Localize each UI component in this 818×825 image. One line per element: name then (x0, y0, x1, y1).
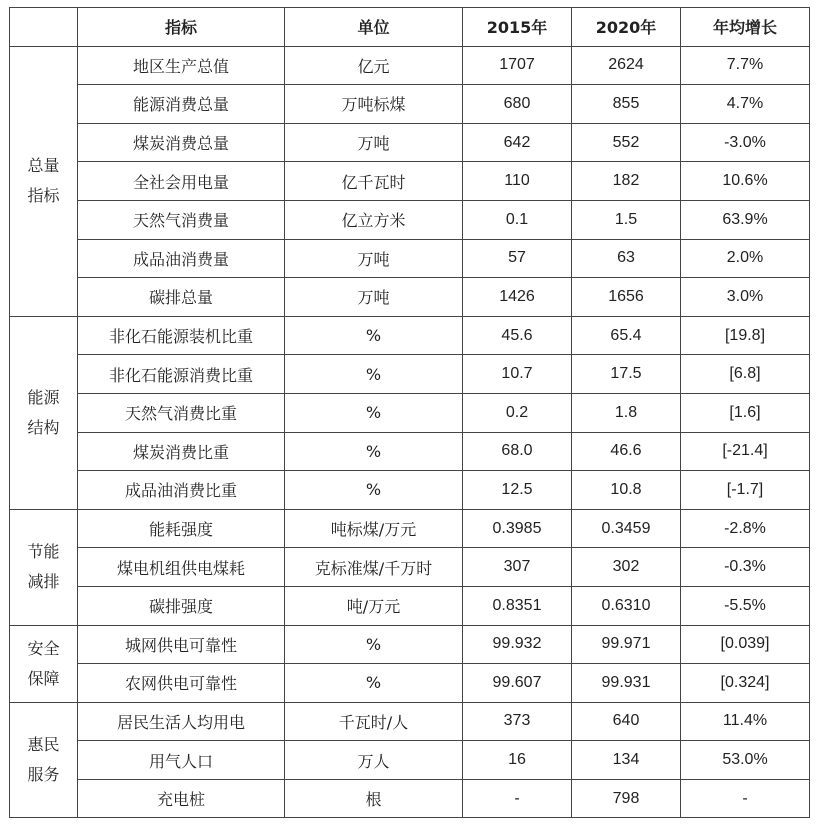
indicator-cell: 城网供电可靠性 (78, 625, 285, 664)
table-row (10, 664, 810, 703)
unit-cell: 千瓦时/人 (285, 702, 463, 741)
value-2015-cell: 0.3985 (463, 509, 572, 548)
value-2015-cell: 0.8351 (463, 586, 572, 625)
indicator-cell: 农网供电可靠性 (78, 664, 285, 703)
value-2020-cell: 134 (572, 741, 681, 780)
growth-cell: 2.0% (681, 239, 810, 278)
growth-cell: -0.3% (681, 548, 810, 587)
unit-cell: % (285, 316, 463, 355)
growth-cell: 4.7% (681, 85, 810, 124)
indicator-cell: 天然气消费比重 (78, 393, 285, 432)
indicator-cell: 充电桩 (78, 779, 285, 818)
indicator-cell: 地区生产总值 (78, 46, 285, 85)
indicator-cell: 碳排总量 (78, 278, 285, 317)
value-2020-cell: 0.6310 (572, 586, 681, 625)
table-row (10, 316, 810, 355)
header-row (10, 8, 810, 47)
header-2015: 2015年 (463, 8, 572, 47)
value-2020-cell: 99.931 (572, 664, 681, 703)
table-row (10, 278, 810, 317)
value-2020-cell: 1.5 (572, 200, 681, 239)
value-2020-cell: 0.3459 (572, 509, 681, 548)
table-row (10, 162, 810, 201)
indicator-cell: 天然气消费量 (78, 200, 285, 239)
value-2015-cell: 110 (463, 162, 572, 201)
value-2015-cell: 0.2 (463, 393, 572, 432)
group-label-public-service: 惠民 服务 (10, 702, 78, 818)
value-2020-cell: 1.8 (572, 393, 681, 432)
table-row (10, 46, 810, 85)
table-row (10, 355, 810, 394)
unit-cell: % (285, 393, 463, 432)
growth-cell: [0.324] (681, 664, 810, 703)
unit-cell: % (285, 471, 463, 510)
header-unit: 单位 (285, 8, 463, 47)
unit-cell: 吨/万元 (285, 586, 463, 625)
indicator-cell: 能耗强度 (78, 509, 285, 548)
growth-cell: 7.7% (681, 46, 810, 85)
unit-cell: 亿千瓦时 (285, 162, 463, 201)
value-2015-cell: 57 (463, 239, 572, 278)
value-2015-cell: 10.7 (463, 355, 572, 394)
unit-cell: 根 (285, 779, 463, 818)
table-row (10, 779, 810, 818)
unit-cell: 克标准煤/千万时 (285, 548, 463, 587)
value-2020-cell: 182 (572, 162, 681, 201)
table-header (10, 8, 810, 47)
value-2020-cell: 302 (572, 548, 681, 587)
unit-cell: 万吨 (285, 239, 463, 278)
growth-cell: [0.039] (681, 625, 810, 664)
growth-cell: 11.4% (681, 702, 810, 741)
indicator-cell: 用气人口 (78, 741, 285, 780)
value-2020-cell: 640 (572, 702, 681, 741)
growth-cell: - (681, 779, 810, 818)
growth-cell: 53.0% (681, 741, 810, 780)
unit-cell: 万吨 (285, 123, 463, 162)
growth-cell: 10.6% (681, 162, 810, 201)
value-2020-cell: 10.8 (572, 471, 681, 510)
growth-cell: [6.8] (681, 355, 810, 394)
table-row (10, 702, 810, 741)
growth-cell: [-21.4] (681, 432, 810, 471)
indicator-cell: 碳排强度 (78, 586, 285, 625)
unit-cell: 万吨标煤 (285, 85, 463, 124)
growth-cell: -5.5% (681, 586, 810, 625)
value-2015-cell: 12.5 (463, 471, 572, 510)
unit-cell: % (285, 625, 463, 664)
growth-cell: 3.0% (681, 278, 810, 317)
indicator-cell: 成品油消费量 (78, 239, 285, 278)
unit-cell: % (285, 355, 463, 394)
growth-cell: 63.9% (681, 200, 810, 239)
table-row (10, 625, 810, 664)
growth-cell: [-1.7] (681, 471, 810, 510)
indicator-cell: 能源消费总量 (78, 85, 285, 124)
value-2015-cell: 680 (463, 85, 572, 124)
value-2015-cell: 642 (463, 123, 572, 162)
table-body (10, 46, 810, 818)
table-row (10, 85, 810, 124)
group-label-energy-saving: 节能 减排 (10, 509, 78, 625)
growth-cell: -3.0% (681, 123, 810, 162)
growth-cell: -2.8% (681, 509, 810, 548)
growth-cell: [1.6] (681, 393, 810, 432)
indicator-cell: 非化石能源消费比重 (78, 355, 285, 394)
growth-cell: [19.8] (681, 316, 810, 355)
group-label-security: 安全 保障 (10, 625, 78, 702)
value-2015-cell: 0.1 (463, 200, 572, 239)
value-2015-cell: 45.6 (463, 316, 572, 355)
indicator-cell: 煤炭消费总量 (78, 123, 285, 162)
indicator-cell: 成品油消费比重 (78, 471, 285, 510)
value-2015-cell: 68.0 (463, 432, 572, 471)
group-label-total: 总量 指标 (10, 46, 78, 316)
value-2015-cell: 1426 (463, 278, 572, 317)
value-2020-cell: 552 (572, 123, 681, 162)
indicator-cell: 全社会用电量 (78, 162, 285, 201)
value-2020-cell: 46.6 (572, 432, 681, 471)
header-growth: 年均增长 (681, 8, 810, 47)
value-2020-cell: 2624 (572, 46, 681, 85)
value-2020-cell: 798 (572, 779, 681, 818)
value-2015-cell: 99.607 (463, 664, 572, 703)
energy-indicators-table (9, 7, 810, 818)
indicator-cell: 居民生活人均用电 (78, 702, 285, 741)
table-row (10, 509, 810, 548)
table-row (10, 123, 810, 162)
unit-cell: 万人 (285, 741, 463, 780)
group-label-energy-structure: 能源 结构 (10, 316, 78, 509)
unit-cell: % (285, 664, 463, 703)
value-2015-cell: 307 (463, 548, 572, 587)
value-2020-cell: 65.4 (572, 316, 681, 355)
unit-cell: 万吨 (285, 278, 463, 317)
header-group (10, 8, 78, 47)
value-2020-cell: 63 (572, 239, 681, 278)
unit-cell: % (285, 432, 463, 471)
table-row (10, 548, 810, 587)
header-indicator: 指标 (78, 8, 285, 47)
value-2015-cell: - (463, 779, 572, 818)
table-row (10, 471, 810, 510)
table-row (10, 586, 810, 625)
indicator-cell: 煤电机组供电煤耗 (78, 548, 285, 587)
value-2020-cell: 17.5 (572, 355, 681, 394)
unit-cell: 亿元 (285, 46, 463, 85)
value-2015-cell: 99.932 (463, 625, 572, 664)
indicator-cell: 煤炭消费比重 (78, 432, 285, 471)
indicator-cell: 非化石能源装机比重 (78, 316, 285, 355)
table-row (10, 393, 810, 432)
table-row (10, 432, 810, 471)
value-2015-cell: 16 (463, 741, 572, 780)
value-2015-cell: 373 (463, 702, 572, 741)
value-2020-cell: 99.971 (572, 625, 681, 664)
table-row (10, 239, 810, 278)
value-2015-cell: 1707 (463, 46, 572, 85)
table-row (10, 741, 810, 780)
unit-cell: 亿立方米 (285, 200, 463, 239)
value-2020-cell: 855 (572, 85, 681, 124)
table-row (10, 200, 810, 239)
header-2020: 2020年 (572, 8, 681, 47)
unit-cell: 吨标煤/万元 (285, 509, 463, 548)
value-2020-cell: 1656 (572, 278, 681, 317)
